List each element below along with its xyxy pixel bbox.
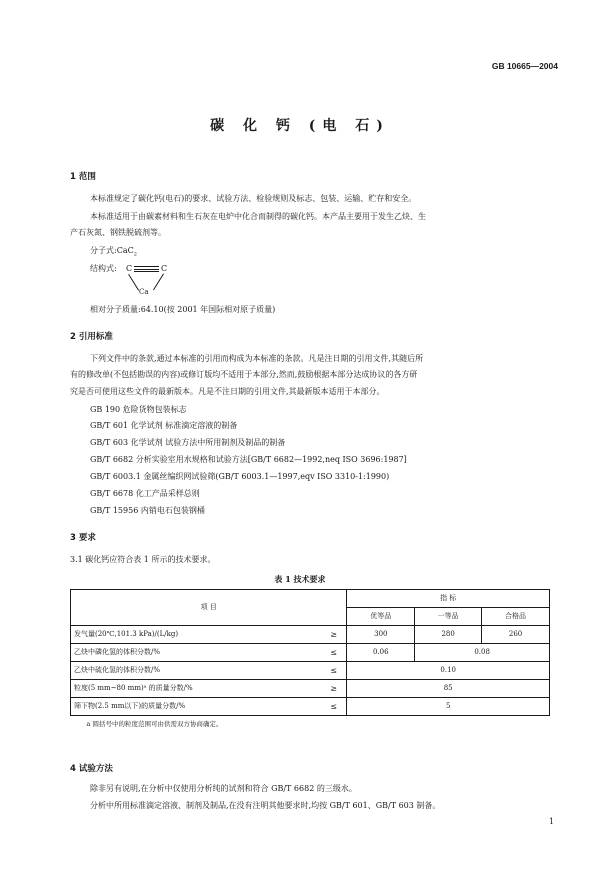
table-cell-value: 5 (347, 698, 550, 716)
section-1-paragraph-1: 本标准规定了碳化钙(电石)的要求、试验方法、检验规则及标志、包装、运输、贮存和安全。 (90, 194, 417, 203)
table-cell-value: 0.10 (347, 662, 550, 680)
structural-formula-label: 结构式: (90, 264, 117, 273)
structure-atom-calcium: Ca (139, 288, 149, 296)
bond-right-to-calcium (153, 273, 164, 290)
column-header-item: 项 目 (71, 590, 347, 626)
table-cell-item: 筛下物(2.5 mm以下)的质量分数/% (71, 698, 321, 716)
structure-atom-right: C (161, 264, 168, 273)
section-4-paragraph-2: 分析中所用标准滴定溶液、制剂及制品,在没有注明其他要求时,均按 GB/T 601、GB/T 603 制备。 (90, 801, 441, 810)
section-4-heading: 4 试验方法 (70, 764, 113, 774)
section-1-paragraph-2-line-2: 产石灰氮、钢铁脱硫剂等。 (70, 228, 166, 237)
reference-standard: GB 190 危险货物包装标志 (90, 405, 187, 414)
structure-atom-left: C (126, 264, 133, 273)
molecular-formula (90, 247, 137, 258)
reference-standard: GB/T 6003.1 金属丝编织网试验筛(GB/T 6003.1—1997,eqv ISO 3310-1:1990) (90, 472, 390, 481)
table-row (71, 662, 550, 680)
table-cell-symbol: ≤ (321, 644, 347, 662)
table-cell-value: 0.08 (415, 644, 550, 662)
table-cell-value: 300 (347, 626, 415, 644)
column-header-grade: 一等品 (415, 608, 482, 626)
triple-bond-line-3 (134, 271, 159, 272)
table-row (71, 644, 550, 662)
section-4-paragraph-1: 除非另有说明,在分析中仅使用分析纯的试剂和符合 GB/T 6682 的三级水。 (90, 784, 357, 793)
table-row (71, 698, 550, 716)
section-2-paragraph-line-1: 下列文件中的条款,通过本标准的引用而构成为本标准的条款。凡是注日期的引用文件,其随后所 (90, 354, 424, 363)
table-cell-symbol: ≤ (321, 662, 347, 680)
relative-molecular-mass: 相对分子质量:64.10(按 2001 年国际相对原子质量) (90, 305, 276, 314)
table-note-row (71, 716, 550, 733)
triple-bond-line-2 (134, 269, 159, 270)
table-cell-symbol: ≥ (321, 626, 347, 644)
reference-standard: GB/T 6682 分析实验室用水规格和试验方法[GB/T 6682—1992,neq ISO 3696:1987] (90, 455, 407, 464)
document-title: 碳 化 钙 (电 石) (210, 118, 390, 134)
reference-standard: GB/T 603 化学试剂 试验方法中所用制剂及制品的制备 (90, 438, 286, 447)
table-cell-value: 85 (347, 680, 550, 698)
section-2-paragraph-line-2: 有的修改单(不包括勘误的内容)或修订版均不适用于本部分,然而,鼓励根据本部分达成协议的各方研 (70, 370, 418, 379)
table-header-row (71, 590, 550, 608)
table-cell-item: 发气量(20℃,101.3 kPa)/(L/kg) (71, 626, 321, 644)
technical-requirements-table (70, 589, 550, 732)
reference-standard: GB/T 601 化学试剂 标准滴定溶液的制备 (90, 421, 238, 430)
table-row (71, 680, 550, 698)
table-cell-value: 0.06 (347, 644, 415, 662)
table-cell-item: 乙炔中硫化氢的体积分数/% (71, 662, 321, 680)
section-1-heading: 1 范围 (70, 172, 96, 182)
page-number: 1 (548, 817, 554, 826)
section-2-heading: 2 引用标准 (70, 332, 113, 342)
bond-left-to-calcium (128, 274, 139, 291)
table-title: 表 1 技术要求 (274, 574, 326, 584)
section-1-paragraph-2-line-1: 本标准适用于由碳素材料和生石灰在电炉中化合而制得的碳化钙。本产品主要用于发生乙炔、生 (90, 212, 426, 221)
standard-number: GB 10665—2004 (491, 61, 558, 71)
section-2-paragraph-line-3: 究是否可使用这些文件的最新版本。凡是不注日期的引用文件,其最新版本适用于本部分。 (70, 387, 385, 396)
section-3-heading: 3 要求 (70, 533, 96, 543)
molecular-formula-subscript: 2 (133, 251, 137, 258)
table-cell-item: 乙炔中磷化氢的体积分数/% (71, 644, 321, 662)
table-cell-value: 260 (482, 626, 550, 644)
clause-3-1: 3.1 碳化钙应符合表 1 所示的技术要求。 (70, 555, 216, 564)
table-cell-symbol: ≥ (321, 680, 347, 698)
table-cell-value: 280 (415, 626, 482, 644)
molecular-formula-text: 分子式:CaC (90, 246, 134, 255)
reference-standard: GB/T 15956 内销电石包装钢桶 (90, 506, 205, 515)
table-cell-item: 粒度(5 mm~80 mm)ᵃ 的质量分数/% (71, 680, 321, 698)
column-header-index: 指 标 (347, 590, 550, 608)
column-header-grade: 合格品 (482, 608, 550, 626)
column-header-grade: 优等品 (347, 608, 415, 626)
table-cell-symbol: ≤ (321, 698, 347, 716)
table-row (71, 626, 550, 644)
triple-bond-line-1 (134, 266, 159, 267)
reference-standard: GB/T 6678 化工产品采样总则 (90, 489, 200, 498)
table-footnote: a 圆括号中的粒度范围可由供需双方协商确定。 (71, 716, 550, 733)
